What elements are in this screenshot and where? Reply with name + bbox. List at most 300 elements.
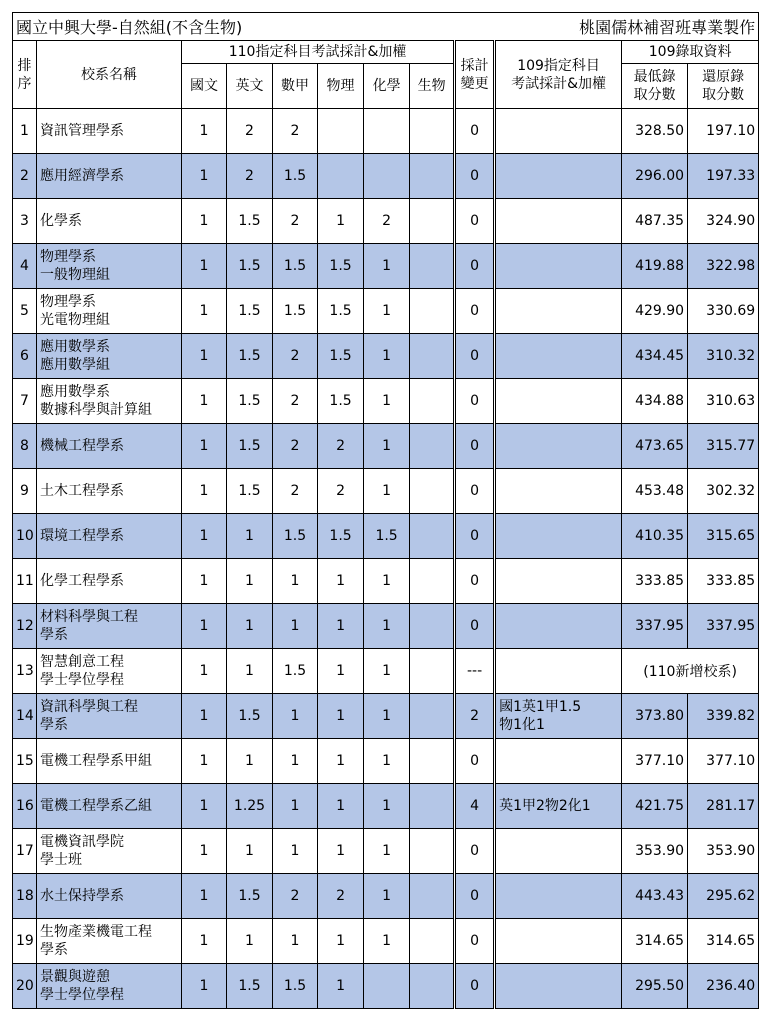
rank-cell: 13 <box>13 649 37 694</box>
dept-name-line: 智慧創意工程 <box>40 654 124 670</box>
admission-table-sheet <box>12 12 758 1009</box>
min-score-cell: 410.35 <box>622 514 688 559</box>
rank-cell: 12 <box>13 604 37 649</box>
dept-name-cell <box>37 604 182 649</box>
dept-header: 校系名稱 <box>37 41 182 109</box>
rank-cell: 4 <box>13 244 37 289</box>
change-cell: 0 <box>455 874 495 919</box>
subject-header-chinese: 國文 <box>182 64 227 109</box>
weight-chinese-cell: 1 <box>182 694 227 739</box>
weight-chemistry-cell: 1 <box>364 919 410 964</box>
weight-physics-cell <box>318 109 364 154</box>
weight-physics-cell: 1.5 <box>318 244 364 289</box>
table-row <box>13 424 759 469</box>
dept-name-line: 應用數學系 <box>40 339 110 355</box>
table-row <box>13 379 759 424</box>
weight-math-cell: 1.5 <box>273 244 318 289</box>
raw-score-cell: 295.62 <box>688 874 759 919</box>
dept-name-line: 物理學系 <box>40 249 96 265</box>
rank-cell: 15 <box>13 739 37 784</box>
min-score-cell: 296.00 <box>622 154 688 199</box>
weight-physics-cell: 1.5 <box>318 289 364 334</box>
table-row <box>13 964 759 1009</box>
change-cell: 0 <box>455 964 495 1009</box>
weight-english-cell: 1.5 <box>227 244 273 289</box>
weight-math-cell: 2 <box>273 199 318 244</box>
rank-cell: 7 <box>13 379 37 424</box>
raw-score-cell: 310.63 <box>688 379 759 424</box>
change-cell: 0 <box>455 829 495 874</box>
weight-chinese-cell: 1 <box>182 739 227 784</box>
weights-109-cell <box>495 649 622 694</box>
weight-chemistry-cell: 1 <box>364 649 410 694</box>
weight-biology-cell <box>410 784 455 829</box>
dept-name-cell <box>37 739 182 784</box>
weight-biology-cell <box>410 379 455 424</box>
weight-chinese-cell: 1 <box>182 379 227 424</box>
raw-score-cell: 315.65 <box>688 514 759 559</box>
min-score-cell: 373.80 <box>622 694 688 739</box>
weight-chemistry-cell: 1 <box>364 739 410 784</box>
dept-name-line: 電機工程學系乙組 <box>40 798 152 814</box>
weights-109-cell <box>495 424 622 469</box>
weight-math-cell: 1 <box>273 829 318 874</box>
table-row <box>13 829 759 874</box>
change-cell: 0 <box>455 604 495 649</box>
dept-name-line: 學系 <box>40 717 68 733</box>
change-cell: 0 <box>455 379 495 424</box>
weight-chinese-cell: 1 <box>182 199 227 244</box>
dept-name-cell <box>37 154 182 199</box>
weight-chemistry-cell: 1 <box>364 604 410 649</box>
change-header: 採計 變更 <box>455 41 495 109</box>
weight-chinese-cell: 1 <box>182 874 227 919</box>
dept-name-cell <box>37 109 182 154</box>
change-cell: 2 <box>455 694 495 739</box>
dept-name-line: 化學工程學系 <box>40 573 124 589</box>
min-score-cell: 453.48 <box>622 469 688 514</box>
table-row <box>13 154 759 199</box>
table-row <box>13 469 759 514</box>
weight-math-cell: 1 <box>273 739 318 784</box>
weight-physics-cell: 1.5 <box>318 379 364 424</box>
change-cell: 0 <box>455 424 495 469</box>
weight-chinese-cell: 1 <box>182 469 227 514</box>
weight-chemistry-cell: 1 <box>364 424 410 469</box>
weight-physics-cell: 1 <box>318 784 364 829</box>
weight-chinese-cell: 1 <box>182 244 227 289</box>
weight-math-cell: 1 <box>273 919 318 964</box>
change-cell: 0 <box>455 109 495 154</box>
raw-score-cell: 322.98 <box>688 244 759 289</box>
weights-109-cell <box>495 739 622 784</box>
weight-english-cell: 1.5 <box>227 874 273 919</box>
dept-name-cell <box>37 694 182 739</box>
dept-name-line: 資訊科學與工程 <box>40 699 138 715</box>
weight-biology-cell <box>410 109 455 154</box>
change-cell: 0 <box>455 469 495 514</box>
weights-109-cell <box>495 289 622 334</box>
rank-header: 排 序 <box>13 41 37 109</box>
weight-chemistry-cell: 1 <box>364 289 410 334</box>
weights-109-cell <box>495 784 622 829</box>
weight-chemistry-cell: 2 <box>364 199 410 244</box>
weights-109-cell <box>495 694 622 739</box>
table-row <box>13 244 759 289</box>
weight-math-cell: 1 <box>273 694 318 739</box>
raw-score-cell: 330.69 <box>688 289 759 334</box>
weight-chinese-cell: 1 <box>182 334 227 379</box>
dept-name-line: 學士班 <box>40 852 82 868</box>
subject-header-chemistry: 化學 <box>364 64 410 109</box>
rank-cell: 16 <box>13 784 37 829</box>
table-row <box>13 739 759 784</box>
weight-chemistry-cell: 1 <box>364 694 410 739</box>
subject-header-biology: 生物 <box>410 64 455 109</box>
change-cell: 0 <box>455 739 495 784</box>
weight-math-cell: 1.5 <box>273 649 318 694</box>
raw-score-cell: 377.10 <box>688 739 759 784</box>
min-score-cell: 434.88 <box>622 379 688 424</box>
min-score-cell: 314.65 <box>622 919 688 964</box>
change-cell: 0 <box>455 559 495 604</box>
dept-name-cell <box>37 964 182 1009</box>
weight-physics-cell: 1 <box>318 829 364 874</box>
min-score-cell: 328.50 <box>622 109 688 154</box>
weight-physics-cell: 2 <box>318 874 364 919</box>
rank-cell: 18 <box>13 874 37 919</box>
weight-physics-cell: 1 <box>318 919 364 964</box>
weight-chemistry-cell: 1 <box>364 334 410 379</box>
weight-chinese-cell: 1 <box>182 784 227 829</box>
weight-chemistry-cell <box>364 964 410 1009</box>
weights-109-cell <box>495 604 622 649</box>
min-score-cell: 443.43 <box>622 874 688 919</box>
dept-name-line: 環境工程學系 <box>40 528 124 544</box>
dept-name-line: 應用經濟學系 <box>40 168 124 184</box>
weight-chinese-cell: 1 <box>182 919 227 964</box>
weight-physics-cell: 2 <box>318 469 364 514</box>
dept-name-line: 資訊管理學系 <box>40 123 124 139</box>
weights-109-cell <box>495 244 622 289</box>
table-row <box>13 874 759 919</box>
weights-109-cell <box>495 559 622 604</box>
credit-text: 桃園儒林補習班專業製作 <box>364 13 759 41</box>
admission-table <box>12 12 759 1009</box>
dept-name-cell <box>37 649 182 694</box>
weight-math-cell: 1.5 <box>273 964 318 1009</box>
weight-english-cell: 1 <box>227 649 273 694</box>
rank-cell: 11 <box>13 559 37 604</box>
weight-chemistry-cell <box>364 154 410 199</box>
weights-109-cell <box>495 514 622 559</box>
weight-math-cell: 2 <box>273 379 318 424</box>
dept-name-cell <box>37 919 182 964</box>
dept-name-cell <box>37 199 182 244</box>
raw-score-cell: 236.40 <box>688 964 759 1009</box>
weights-109-line: 英1甲2物2化1 <box>499 798 591 814</box>
weight-chinese-cell: 1 <box>182 289 227 334</box>
weight-physics-cell: 1 <box>318 604 364 649</box>
weight-physics-cell: 1 <box>318 559 364 604</box>
min-score-cell: 421.75 <box>622 784 688 829</box>
min-score-header: 最低錄 取分數 <box>622 64 688 109</box>
weight-physics-cell: 1 <box>318 739 364 784</box>
weight-physics-cell: 1 <box>318 964 364 1009</box>
weights-110-header: 110指定科目考試採計&加權 <box>182 41 455 64</box>
dept-name-line: 學系 <box>40 942 68 958</box>
weight-chemistry-cell: 1 <box>364 874 410 919</box>
raw-score-cell: 324.90 <box>688 199 759 244</box>
weight-physics-cell: 1 <box>318 694 364 739</box>
min-score-cell: 434.45 <box>622 334 688 379</box>
change-cell: 0 <box>455 334 495 379</box>
weight-biology-cell <box>410 559 455 604</box>
dept-name-cell <box>37 514 182 559</box>
weights-109-cell <box>495 469 622 514</box>
dept-name-line: 機械工程學系 <box>40 438 124 454</box>
weight-physics-cell: 1 <box>318 649 364 694</box>
change-cell: 0 <box>455 199 495 244</box>
dept-name-line: 土木工程學系 <box>40 483 124 499</box>
rank-cell: 1 <box>13 109 37 154</box>
rank-cell: 17 <box>13 829 37 874</box>
dept-name-line: 學士學位學程 <box>40 672 124 688</box>
weight-math-cell: 2 <box>273 109 318 154</box>
weight-english-cell: 1 <box>227 829 273 874</box>
raw-score-cell: 333.85 <box>688 559 759 604</box>
raw-score-cell: 302.32 <box>688 469 759 514</box>
weight-physics-cell: 1 <box>318 199 364 244</box>
change-cell: 4 <box>455 784 495 829</box>
table-row <box>13 289 759 334</box>
dept-name-line: 一般物理組 <box>40 267 110 283</box>
weight-biology-cell <box>410 244 455 289</box>
subject-header-english: 英文 <box>227 64 273 109</box>
weight-chemistry-cell: 1.5 <box>364 514 410 559</box>
weight-biology-cell <box>410 829 455 874</box>
weight-chemistry-cell: 1 <box>364 244 410 289</box>
rank-cell: 9 <box>13 469 37 514</box>
min-score-cell: 295.50 <box>622 964 688 1009</box>
dept-name-cell <box>37 829 182 874</box>
change-cell: 0 <box>455 244 495 289</box>
weight-biology-cell <box>410 874 455 919</box>
weight-math-cell: 1.5 <box>273 154 318 199</box>
min-score-cell: 353.90 <box>622 829 688 874</box>
raw-score-cell: 310.32 <box>688 334 759 379</box>
min-score-cell: 377.10 <box>622 739 688 784</box>
weight-math-cell: 1 <box>273 784 318 829</box>
weight-chemistry-cell: 1 <box>364 379 410 424</box>
weight-chemistry-cell <box>364 109 410 154</box>
rank-cell: 20 <box>13 964 37 1009</box>
table-row <box>13 334 759 379</box>
weights-109-cell <box>495 964 622 1009</box>
weight-english-cell: 1.25 <box>227 784 273 829</box>
dept-name-line: 學士學位學程 <box>40 987 124 1003</box>
weight-math-cell: 1 <box>273 604 318 649</box>
weights-109-cell <box>495 199 622 244</box>
weight-english-cell: 1 <box>227 514 273 559</box>
dept-name-cell <box>37 874 182 919</box>
weight-chemistry-cell: 1 <box>364 559 410 604</box>
raw-score-cell: 314.65 <box>688 919 759 964</box>
raw-score-cell: 353.90 <box>688 829 759 874</box>
weight-physics-cell: 1.5 <box>318 334 364 379</box>
change-cell: 0 <box>455 154 495 199</box>
change-cell: --- <box>455 649 495 694</box>
weight-biology-cell <box>410 964 455 1009</box>
weight-biology-cell <box>410 649 455 694</box>
weight-biology-cell <box>410 154 455 199</box>
dept-name-line: 材料科學與工程 <box>40 609 138 625</box>
weight-chemistry-cell: 1 <box>364 829 410 874</box>
dept-name-line: 應用數學系 <box>40 384 110 400</box>
weight-biology-cell <box>410 199 455 244</box>
dept-name-line: 景觀與遊憩 <box>40 969 110 985</box>
weights-109-cell <box>495 109 622 154</box>
raw-score-header: 還原錄 取分數 <box>688 64 759 109</box>
weight-math-cell: 2 <box>273 334 318 379</box>
weight-english-cell: 1.5 <box>227 334 273 379</box>
weights-109-cell <box>495 919 622 964</box>
weight-math-cell: 2 <box>273 424 318 469</box>
new-dept-note: (110新增校系) <box>622 649 759 694</box>
dept-name-line: 化學系 <box>40 213 82 229</box>
subject-header-math: 數甲 <box>273 64 318 109</box>
weight-physics-cell <box>318 154 364 199</box>
weight-english-cell: 1 <box>227 919 273 964</box>
weight-math-cell: 2 <box>273 874 318 919</box>
weight-english-cell: 1.5 <box>227 694 273 739</box>
min-score-cell: 487.35 <box>622 199 688 244</box>
table-row <box>13 649 759 694</box>
rank-cell: 14 <box>13 694 37 739</box>
weights-109-cell <box>495 874 622 919</box>
weight-chinese-cell: 1 <box>182 964 227 1009</box>
weight-chinese-cell: 1 <box>182 514 227 559</box>
raw-score-cell: 197.10 <box>688 109 759 154</box>
change-cell: 0 <box>455 919 495 964</box>
page-title: 國立中興大學-自然組(不含生物) <box>13 13 364 41</box>
weight-chinese-cell: 1 <box>182 604 227 649</box>
table-row <box>13 694 759 739</box>
table-row <box>13 604 759 649</box>
weights-109-line: 物1化1 <box>499 717 545 733</box>
weight-biology-cell <box>410 334 455 379</box>
weights-109-cell <box>495 829 622 874</box>
weight-biology-cell <box>410 469 455 514</box>
weight-chinese-cell: 1 <box>182 424 227 469</box>
weight-chinese-cell: 1 <box>182 109 227 154</box>
table-row <box>13 199 759 244</box>
admit-109-header: 109錄取資料 <box>622 41 759 64</box>
weight-biology-cell <box>410 739 455 784</box>
weight-biology-cell <box>410 424 455 469</box>
dept-name-cell <box>37 469 182 514</box>
weight-english-cell: 1.5 <box>227 199 273 244</box>
weight-english-cell: 1.5 <box>227 469 273 514</box>
table-row <box>13 919 759 964</box>
change-cell: 0 <box>455 289 495 334</box>
dept-name-cell <box>37 784 182 829</box>
raw-score-cell: 339.82 <box>688 694 759 739</box>
weight-english-cell: 1.5 <box>227 379 273 424</box>
table-row <box>13 784 759 829</box>
weights-109-cell <box>495 154 622 199</box>
weight-physics-cell: 1.5 <box>318 514 364 559</box>
weight-english-cell: 1 <box>227 604 273 649</box>
dept-name-line: 光電物理組 <box>40 312 110 328</box>
min-score-cell: 337.95 <box>622 604 688 649</box>
weights-109-line: 國1英1甲1.5 <box>499 699 582 715</box>
subject-header-physics: 物理 <box>318 64 364 109</box>
dept-name-cell <box>37 424 182 469</box>
weight-english-cell: 1 <box>227 739 273 784</box>
dept-name-line: 電機工程學系甲組 <box>40 753 152 769</box>
dept-name-cell <box>37 289 182 334</box>
weights-109-cell <box>495 334 622 379</box>
weight-biology-cell <box>410 289 455 334</box>
table-row <box>13 559 759 604</box>
dept-name-line: 物理學系 <box>40 294 96 310</box>
weight-math-cell: 1.5 <box>273 289 318 334</box>
dept-name-cell <box>37 559 182 604</box>
weight-chemistry-cell: 1 <box>364 784 410 829</box>
dept-name-cell <box>37 334 182 379</box>
weight-english-cell: 1.5 <box>227 289 273 334</box>
dept-name-line: 電機資訊學院 <box>40 834 124 850</box>
weight-math-cell: 1 <box>273 559 318 604</box>
weight-biology-cell <box>410 694 455 739</box>
dept-name-line: 應用數學組 <box>40 357 110 373</box>
weight-math-cell: 1.5 <box>273 514 318 559</box>
weights-109-header: 109指定科目 考試採計&加權 <box>495 41 622 109</box>
raw-score-cell: 315.77 <box>688 424 759 469</box>
rank-cell: 19 <box>13 919 37 964</box>
weights-109-cell <box>495 379 622 424</box>
weight-chinese-cell: 1 <box>182 829 227 874</box>
dept-name-line: 水土保持學系 <box>40 888 124 904</box>
min-score-cell: 429.90 <box>622 289 688 334</box>
rank-cell: 3 <box>13 199 37 244</box>
rank-cell: 8 <box>13 424 37 469</box>
weight-chinese-cell: 1 <box>182 649 227 694</box>
rank-cell: 2 <box>13 154 37 199</box>
weight-biology-cell <box>410 919 455 964</box>
min-score-cell: 419.88 <box>622 244 688 289</box>
weight-chemistry-cell: 1 <box>364 469 410 514</box>
weight-math-cell: 2 <box>273 469 318 514</box>
change-cell: 0 <box>455 514 495 559</box>
table-row <box>13 514 759 559</box>
weight-english-cell: 2 <box>227 109 273 154</box>
table-row <box>13 109 759 154</box>
dept-name-line: 數據科學與計算組 <box>40 402 152 418</box>
rank-cell: 10 <box>13 514 37 559</box>
weight-english-cell: 1.5 <box>227 964 273 1009</box>
raw-score-cell: 197.33 <box>688 154 759 199</box>
dept-name-cell <box>37 244 182 289</box>
rank-cell: 5 <box>13 289 37 334</box>
weight-english-cell: 2 <box>227 154 273 199</box>
min-score-cell: 473.65 <box>622 424 688 469</box>
rank-cell: 6 <box>13 334 37 379</box>
raw-score-cell: 281.17 <box>688 784 759 829</box>
weight-chinese-cell: 1 <box>182 154 227 199</box>
weight-chinese-cell: 1 <box>182 559 227 604</box>
